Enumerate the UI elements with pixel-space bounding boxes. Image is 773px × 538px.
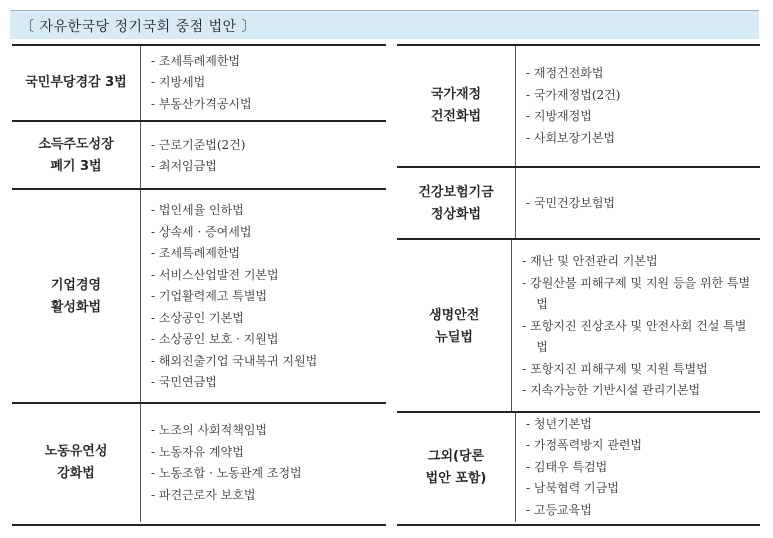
list-item: - 노조의 사회적책임법 (151, 420, 302, 442)
law-list (516, 46, 626, 166)
table-row (397, 46, 760, 166)
category-line: 폐기 3법 (50, 159, 102, 174)
category-line: 국민부당경감 3법 (25, 75, 127, 90)
list-item: - 가정폭력방지 관련법 (526, 435, 648, 457)
list-item: - 사회보장기본법 (526, 128, 626, 150)
law-list (141, 122, 245, 190)
category-line: 국가재정 (430, 87, 482, 102)
title-bar (10, 10, 759, 39)
category-line: 노동유연성 (44, 444, 108, 459)
list-item: - 노동조합 · 노동관계 조정법 (151, 463, 302, 485)
list-item: - 남북협력 기금법 (526, 478, 648, 500)
list-item: - 최저임금법 (151, 156, 245, 178)
list-item: - 조세특례제한법 (151, 243, 317, 265)
left-table (12, 44, 386, 526)
list-item: - 국민건강보험법 (526, 193, 621, 215)
law-list (141, 404, 302, 522)
category-line: 생명안전 (429, 307, 480, 323)
category-line: 강화법 (57, 466, 95, 481)
table-row (397, 411, 760, 522)
category-line: 건전화법 (430, 109, 482, 124)
right-table (397, 44, 760, 526)
category-label (12, 46, 141, 120)
category-line: 소득주도성장 (38, 137, 114, 152)
list-item: - 기업활력제고 특별법 (151, 286, 317, 308)
list-item: - 해외진출기업 국내복귀 지원법 (151, 351, 317, 373)
list-item: - 청년기본법 (526, 414, 648, 436)
category-line: 건강보험기금 (418, 185, 494, 200)
category-line: 뉴딜법 (435, 329, 473, 345)
category-label (12, 190, 141, 404)
list-item: - 국민연금법 (151, 372, 317, 394)
list-item: - 파견근로자 보호법 (151, 485, 302, 507)
law-list (516, 413, 648, 522)
list-item: - 노동자유 계약법 (151, 442, 302, 464)
category-line: 그외(당론 (427, 448, 485, 464)
list-item: - 재난 및 안전관리 기본법 (522, 251, 760, 273)
category-label (397, 168, 516, 240)
list-item: - 법인세율 인하법 (151, 200, 317, 222)
list-item: - 조세특례제한법 (151, 51, 252, 73)
list-item: - 부동산가격공시법 (151, 94, 252, 116)
law-list (512, 240, 760, 413)
category-label (397, 240, 512, 413)
list-item: - 재정건전화법 (526, 63, 626, 85)
table-row (397, 238, 760, 413)
list-item: - 지속가능한 기반시설 관리기본법 (522, 380, 760, 402)
table-row (12, 188, 386, 404)
table-row (12, 46, 386, 120)
list-item: - 국가재정법(2건) (526, 85, 626, 107)
list-item: - 서비스산업발전 기본법 (151, 265, 317, 287)
category-label (12, 122, 141, 190)
category-line: 활성화법 (50, 300, 102, 315)
category-label (397, 413, 516, 522)
page-title: 〔 자유한국당 정기국회 중점 법안 〕 (20, 19, 257, 35)
list-item: - 포항지진 피해구제 및 지원 특별법 (522, 359, 760, 381)
list-item: - 소상공인 보호 · 지원법 (151, 329, 317, 351)
table-row (12, 402, 386, 522)
category-label (397, 46, 516, 166)
category-label (12, 404, 141, 522)
list-item: - 지방재정법 (526, 106, 626, 128)
list-item: - 소상공인 기본법 (151, 308, 317, 330)
category-line: 정상화법 (430, 207, 482, 222)
table-row (397, 166, 760, 240)
law-list (141, 46, 252, 120)
category-line: 기업경영 (50, 278, 102, 293)
list-item: - 김태우 특검법 (526, 457, 648, 479)
table-row (12, 120, 386, 190)
list-item: - 지방세법 (151, 72, 252, 94)
list-item: - 고등교육법 (526, 500, 648, 522)
list-item: - 상속세 · 증여세법 (151, 222, 317, 244)
list-item: - 강원산불 피해구제 및 지원 등을 위한 특별법 (522, 273, 760, 316)
category-line: 법안 포함) (425, 470, 487, 486)
law-list (141, 190, 317, 404)
law-list (516, 168, 621, 240)
list-item: - 근로기준법(2건) (151, 135, 245, 157)
list-item: - 포항지진 진상조사 및 안전사회 건설 특별법 (522, 316, 760, 359)
